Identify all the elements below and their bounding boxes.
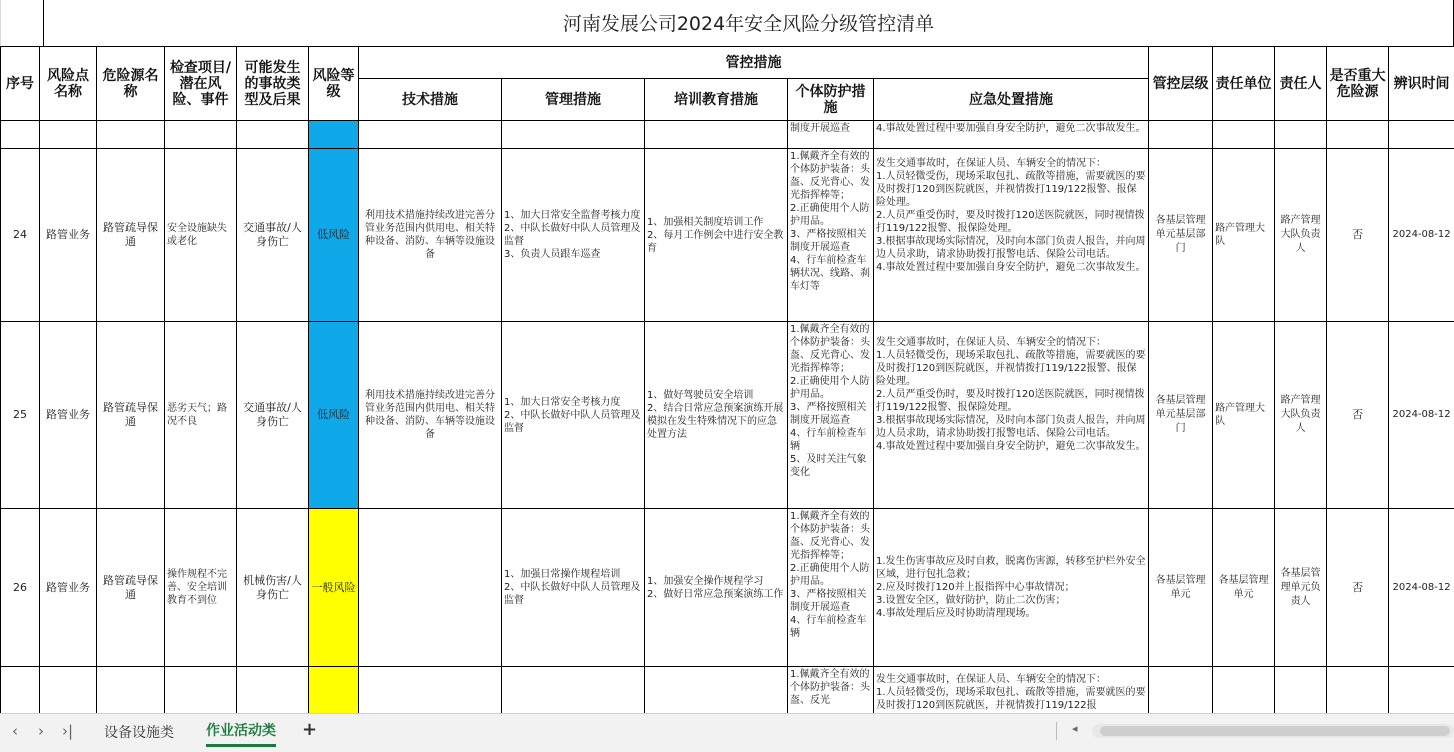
- accident-cell[interactable]: 交通事故/人身伤亡: [237, 149, 309, 322]
- next-sheet-button[interactable]: ›: [38, 722, 44, 740]
- last-sheet-button[interactable]: ›|: [62, 722, 73, 740]
- tab-equipment[interactable]: 设备设施类: [104, 722, 174, 742]
- major-cell[interactable]: 否: [1327, 509, 1389, 667]
- resp-unit-cell[interactable]: 各基层管理单元: [1213, 509, 1275, 667]
- header-check-item[interactable]: 检查项目/潜在风险、事件: [165, 47, 237, 121]
- control-level-cell[interactable]: 各基层管理单元基层部门: [1149, 149, 1213, 322]
- data-table: [0, 46, 1454, 713]
- control-level-cell[interactable]: 各基层管理单元: [1149, 509, 1213, 667]
- prev-sheet-button[interactable]: ‹: [12, 722, 18, 740]
- cell[interactable]: [1327, 121, 1389, 149]
- risk-level-cell[interactable]: 低风险: [309, 322, 359, 509]
- header-hazard[interactable]: 危险源名称: [97, 47, 165, 121]
- training-cell[interactable]: 1、做好驾驶员安全培训 2、结合日常应急预案演练开展模拟在发生特殊情况下的应急处置方法: [645, 322, 788, 509]
- accident-cell[interactable]: 机械伤害/人身伤亡: [237, 509, 309, 667]
- control-level-cell[interactable]: 各基层管理单元基层部门: [1149, 322, 1213, 509]
- mgmt-cell[interactable]: 1、加大日常安全考核力度 2、中队长做好中队人员管理及监督: [502, 322, 645, 509]
- cell[interactable]: [359, 667, 502, 714]
- resp-unit-cell[interactable]: 路产管理大队: [1213, 149, 1275, 322]
- header-ppe[interactable]: 个体防护措施: [788, 79, 874, 121]
- tech-cell[interactable]: 利用技术措施持续改进完善分管业务范围内供用电、相关特种设备、消防、车辆等设施设备: [359, 149, 502, 322]
- resp-person-cell[interactable]: 路产管理大队负责人: [1275, 149, 1327, 322]
- cell[interactable]: [1, 121, 40, 149]
- table-row-partial-top: [1, 121, 1454, 149]
- seq-cell[interactable]: 24: [1, 149, 40, 322]
- header-risk-level[interactable]: 风险等级: [309, 47, 359, 121]
- header-major-hazard[interactable]: 是否重大危险源: [1327, 47, 1389, 121]
- resp-person-cell[interactable]: 路产管理大队负责人: [1275, 322, 1327, 509]
- emergency-cell[interactable]: 发生交通事故时，在保证人员、车辆安全的情况下： 1.人员轻微受伤，现场采取包扎、疏散等措施，需要就医的要及时拨打120到医院就医，并视情拨打119/122报警、报保险处理。 2.人员严重受伤时，要及时拨打120送医院就医，同时视情拨打119/122报警、报保险处理。 3.根据事故现场实际情况，及时向本部门负责人报告，并向周边人员求助，请求协助拨打报警电话、保险公司电话。 4.事故处置过程中要加强自身安全防护，避免二次事故发生。: [874, 149, 1149, 322]
- tech-cell[interactable]: [359, 509, 502, 667]
- risk-level-cell[interactable]: [309, 121, 359, 149]
- header-control-level[interactable]: 管控层级: [1149, 47, 1213, 121]
- header-possible-accident[interactable]: 可能发生的事故类型及后果: [237, 47, 309, 121]
- check-item-cell[interactable]: 安全设施缺失或老化: [165, 149, 237, 322]
- header-resp-person[interactable]: 责任人: [1275, 47, 1327, 121]
- cell[interactable]: [97, 667, 165, 714]
- major-cell[interactable]: 否: [1327, 149, 1389, 322]
- scrollbar-thumb[interactable]: [1100, 726, 1450, 736]
- emergency-cell[interactable]: 发生交通事故时，在保证人员、车辆安全的情况下： 1.人员轻微受伤，现场采取包扎、疏散等措施，需要就医的要及时拨打120到医院就医，并视情拨打119/122报警、报保险处理。 2.人员严重受伤时，要及时拨打120送医院就医，同时视情拨打119/122报警、报保险处理。 3.根据事故现场实际情况，及时向本部门负责人报告，并向周边人员求助，请求协助拨打报警电话、保险公司电话。 4.事故处置过程中要加强自身安全防护，避免二次事故发生。: [874, 322, 1149, 509]
- cell[interactable]: [502, 667, 645, 714]
- table-row-partial-bottom: [1, 667, 1454, 714]
- emergency-cell[interactable]: 4.事故处置过程中要加强自身安全防护，避免二次事故发生。: [874, 121, 1149, 149]
- ppe-cell[interactable]: 1.佩戴齐全有效的个体防护装备：头盔、反光背心、发光指挥棒等； 2.正确使用个人防护用品。 3、严格按照相关制度开展巡查 4、行车前检查车辆 5、及时关注气象变化: [788, 322, 874, 509]
- header-mgmt[interactable]: 管理措施: [502, 79, 645, 121]
- blank-cell[interactable]: [1, 0, 44, 46]
- risk-point-cell[interactable]: 路管业务: [40, 149, 97, 322]
- risk-level-cell[interactable]: 低风险: [309, 149, 359, 322]
- emergency-cell[interactable]: 发生交通事故时，在保证人员、车辆安全的情况下： 1.人员轻微受伤，现场采取包扎、疏散等措施，需要就医的要及时拨打120到医院就医，并视情拨打119/122报: [874, 667, 1149, 714]
- ppe-cell[interactable]: 1.佩戴齐全有效的个体防护装备：头盔、反光背心、发光指挥棒等； 2.正确使用个人防护用品。 3、严格按照相关制度开展巡查 4、行车前检查车辆状况、线路、刹车灯等: [788, 149, 874, 322]
- sheet-title[interactable]: 河南发展公司2024年安全风险分级管控清单: [44, 0, 1454, 46]
- time-cell[interactable]: 2024-08-12: [1389, 149, 1454, 322]
- header-risk-point[interactable]: 风险点名称: [40, 47, 97, 121]
- tech-cell[interactable]: 利用技术措施持续改进完善分管业务范围内供用电、相关特种设备、消防、车辆等设施设备: [359, 322, 502, 509]
- cell[interactable]: [237, 121, 309, 149]
- cell[interactable]: [1275, 667, 1327, 714]
- cell[interactable]: [645, 121, 788, 149]
- tab-work-activities[interactable]: 作业活动类: [206, 720, 276, 747]
- check-item-cell[interactable]: 恶劣天气；路况不良: [165, 322, 237, 509]
- training-cell[interactable]: 1、加强安全操作规程学习 2、做好日常应急预案演练工作: [645, 509, 788, 667]
- mgmt-cell[interactable]: 1、加强日常操作规程培训 2、中队长做好中队人员管理及监督: [502, 509, 645, 667]
- cell[interactable]: [40, 121, 97, 149]
- header-seq[interactable]: 序号: [1, 47, 40, 121]
- ppe-cell[interactable]: 1.佩戴齐全有效的个体防护装备：头盔、反光: [788, 667, 874, 714]
- seq-cell[interactable]: 26: [1, 509, 40, 667]
- resp-unit-cell[interactable]: 路产管理大队: [1213, 322, 1275, 509]
- header-tech[interactable]: 技术措施: [359, 79, 502, 121]
- add-sheet-button[interactable]: +: [302, 719, 317, 740]
- check-item-cell[interactable]: 操作规程不完善、安全培训教育不到位: [165, 509, 237, 667]
- hazard-cell[interactable]: 路管疏导保通: [97, 509, 165, 667]
- emergency-cell[interactable]: 1.发生伤害事故应及时自救，脱离伤害源，转移至护栏外安全区域，进行包扎急救； 2.应及时拨打120并上报指挥中心事故情况； 3.设置安全区，做好防护，防止二次伤害； 4.事故处理后应及时协助清理现场。: [874, 509, 1149, 667]
- cell[interactable]: [97, 121, 165, 149]
- cell[interactable]: [1213, 667, 1275, 714]
- sheet-tab-bar: [0, 713, 1454, 752]
- cell[interactable]: [165, 667, 237, 714]
- cell[interactable]: [1, 667, 40, 714]
- cell[interactable]: [502, 121, 645, 149]
- cell[interactable]: [237, 667, 309, 714]
- mgmt-cell[interactable]: 1、加大日常安全监督考核力度 2、中队长做好中队人员管理及监督 3、负责人员跟车巡查: [502, 149, 645, 322]
- time-cell[interactable]: 2024-08-12: [1389, 509, 1454, 667]
- resp-person-cell[interactable]: 各基层管理单元负责人: [1275, 509, 1327, 667]
- title-table: [0, 0, 1454, 47]
- major-cell[interactable]: 否: [1327, 322, 1389, 509]
- cell[interactable]: [359, 121, 502, 149]
- risk-point-cell[interactable]: 路管业务: [40, 322, 97, 509]
- cell[interactable]: [1213, 121, 1275, 149]
- cell[interactable]: [40, 667, 97, 714]
- training-cell[interactable]: 1、加强相关制度培训工作 2、每月工作例会中进行安全教育: [645, 149, 788, 322]
- table-row: [1, 322, 1454, 509]
- hazard-cell[interactable]: 路管疏导保通: [97, 322, 165, 509]
- divider: [1056, 722, 1057, 740]
- accident-cell[interactable]: 交通事故/人身伤亡: [237, 322, 309, 509]
- risk-point-cell[interactable]: 路管业务: [40, 509, 97, 667]
- table-row: [1, 509, 1454, 667]
- header-emergency[interactable]: 应急处置措施: [874, 79, 1149, 121]
- header-identify-time[interactable]: 辨识时间: [1389, 47, 1454, 121]
- cell[interactable]: [1149, 121, 1213, 149]
- header-control-measures[interactable]: 管控措施: [359, 47, 1149, 79]
- risk-level-cell[interactable]: 一般风险: [309, 509, 359, 667]
- header-resp-unit[interactable]: 责任单位: [1213, 47, 1275, 121]
- cell[interactable]: [1327, 667, 1389, 714]
- risk-level-cell[interactable]: [309, 667, 359, 714]
- cell[interactable]: [645, 667, 788, 714]
- seq-cell[interactable]: 25: [1, 322, 40, 509]
- cell[interactable]: [1389, 121, 1454, 149]
- ppe-cell[interactable]: 1.佩戴齐全有效的个体防护装备：头盔、反光背心、发光指挥棒等； 2.正确使用个人防护用品。 3、严格按照相关制度开展巡查 4、行车前检查车辆: [788, 509, 874, 667]
- cell[interactable]: [1275, 121, 1327, 149]
- time-cell[interactable]: 2024-08-12: [1389, 322, 1454, 509]
- cell[interactable]: [165, 121, 237, 149]
- hazard-cell[interactable]: 路管疏导保通: [97, 149, 165, 322]
- scroll-left-icon[interactable]: ◂: [1072, 722, 1078, 735]
- header-training[interactable]: 培训教育措施: [645, 79, 788, 121]
- ppe-cell[interactable]: 制度开展巡查: [788, 121, 874, 149]
- table-row: [1, 149, 1454, 322]
- cell[interactable]: [1149, 667, 1213, 714]
- cell[interactable]: [1389, 667, 1454, 714]
